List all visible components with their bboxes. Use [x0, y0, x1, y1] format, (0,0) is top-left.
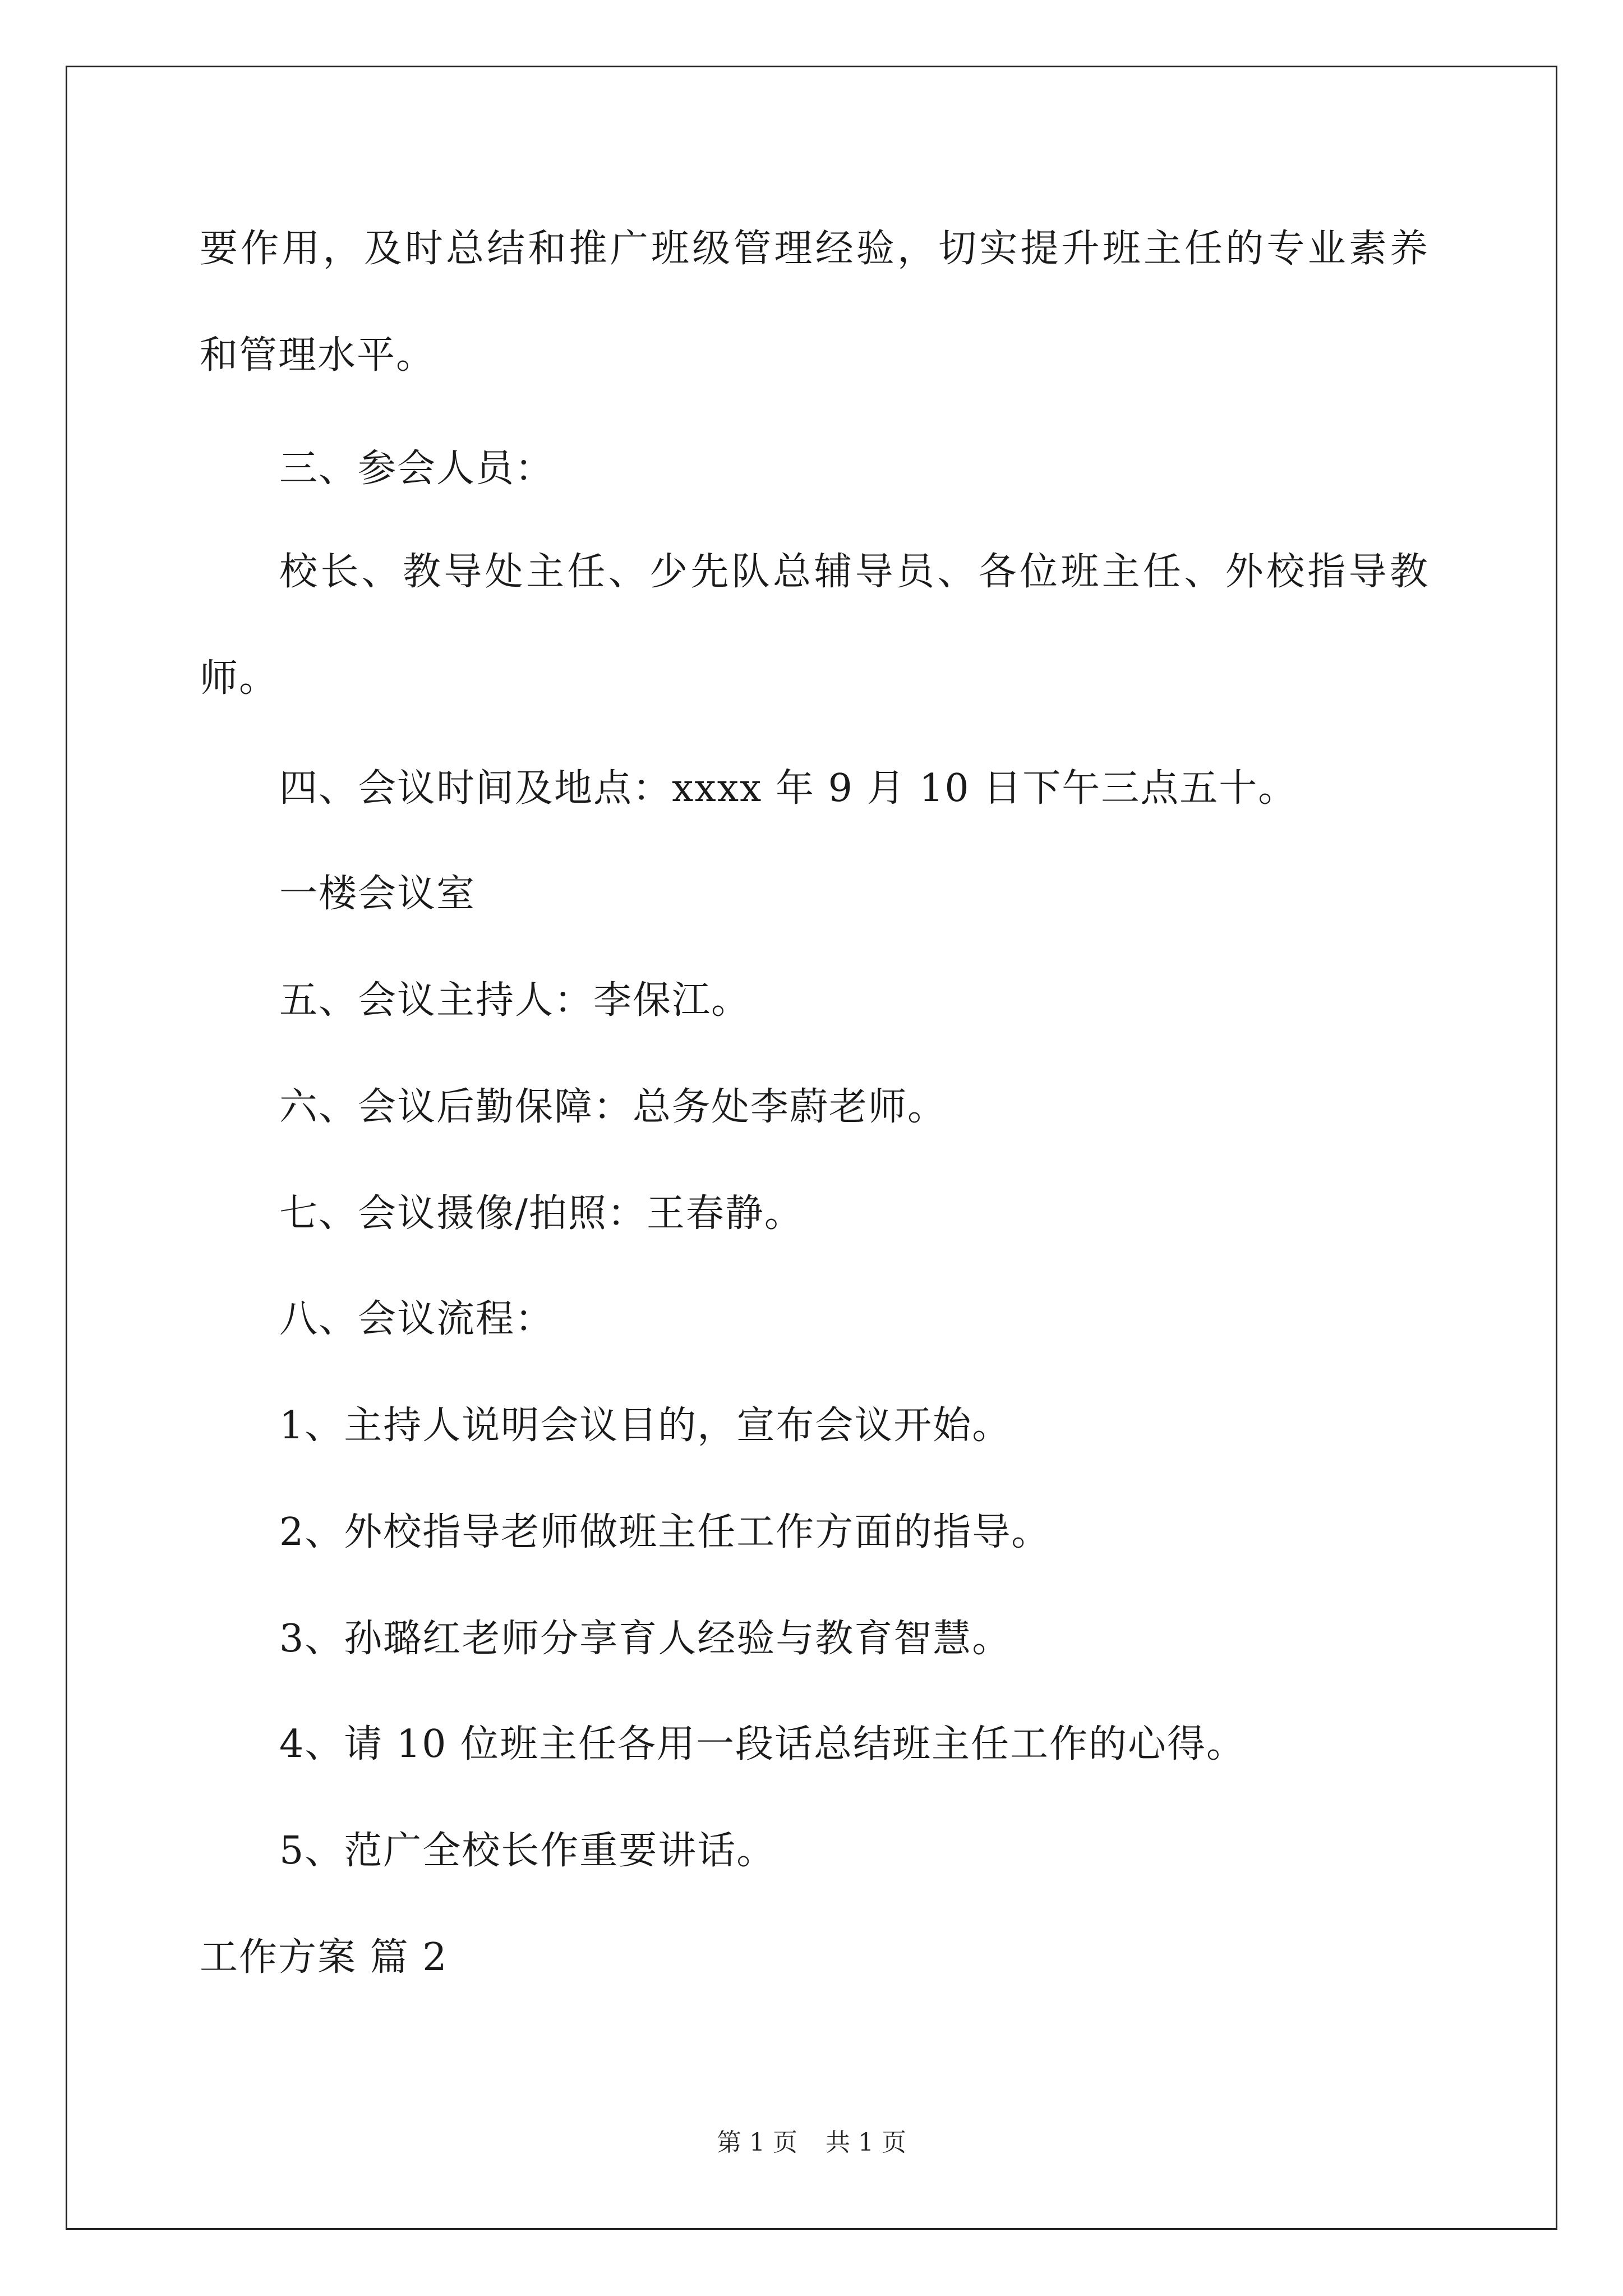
paragraph-line: 要作用，及时总结和推广班级管理经验，切实提升班主任的专业素养 — [200, 227, 1428, 271]
section-heading-process: 八、会议流程： — [279, 1297, 555, 1341]
section-heading-host: 五、会议主持人：李保江。 — [279, 978, 751, 1023]
page-border — [66, 66, 1557, 2230]
list-item: 1、主持人说明会议目的，宣布会议开始。 — [279, 1404, 1012, 1448]
list-item: 4、请 10 位班主任各用一段话总结班主任工作的心得。 — [279, 1722, 1246, 1766]
list-item: 3、孙璐红老师分享育人经验与教育智慧。 — [279, 1617, 1012, 1661]
paragraph-line: 校长、教导处主任、少先队总辅导员、各位班主任、外校指导教 — [279, 550, 1428, 594]
section-heading-attendees: 三、参会人员： — [279, 447, 555, 491]
section-heading-logistics: 六、会议后勤保障：总务处李蔚老师。 — [279, 1085, 947, 1129]
list-item: 2、外校指导老师做班主任工作方面的指导。 — [279, 1510, 1051, 1554]
page-footer — [0, 2127, 1623, 2159]
page-number: 第 1 页 — [717, 2128, 797, 2157]
paragraph-line: 和管理水平。 — [200, 333, 436, 378]
page-total: 共 1 页 — [826, 2128, 906, 2157]
list-item: 5、范广全校长作重要讲话。 — [279, 1829, 776, 1873]
paragraph-line: 一楼会议室 — [279, 872, 476, 916]
document-subtitle: 工作方案 篇 2 — [200, 1935, 448, 1980]
section-heading-photography: 七、会议摄像/拍照：王春静。 — [279, 1191, 804, 1236]
section-heading-time-place: 四、会议时间及地点：xxxx 年 9 月 10 日下午三点五十。 — [279, 766, 1298, 811]
paragraph-line: 师。 — [200, 656, 279, 701]
